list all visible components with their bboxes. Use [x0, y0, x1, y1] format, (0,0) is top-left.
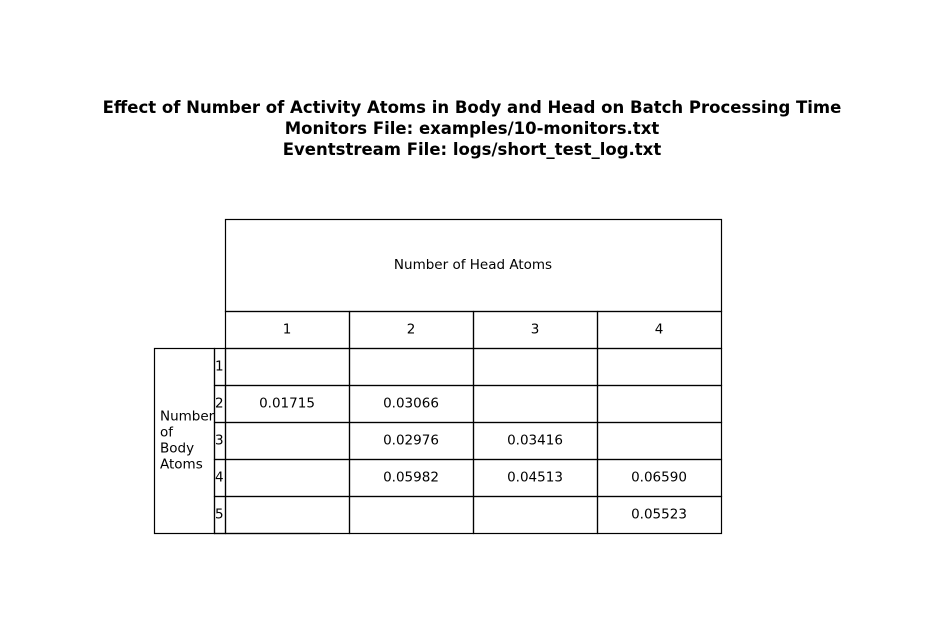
table-cell-value: 0.02976	[383, 432, 439, 449]
table-cell	[598, 423, 722, 460]
table-cell-value: 0.05982	[383, 469, 439, 486]
table-cell-value: 0.06590	[631, 469, 687, 486]
table-cell	[350, 349, 474, 386]
table-cell	[598, 386, 722, 423]
chart-title-line-3: Eventstream File: logs/short_test_log.txt	[282, 140, 662, 159]
table-cell	[474, 497, 598, 534]
table-cell-value: 0.04513	[507, 469, 563, 486]
table-cell	[226, 349, 350, 386]
chart-title-line-1: Effect of Number of Activity Atoms in Body and Head on Batch Processing Time	[102, 98, 842, 117]
table-cell	[474, 349, 598, 386]
table-cell	[226, 460, 350, 497]
row-header-label: Atoms	[160, 456, 203, 473]
row-header-label: of	[160, 424, 174, 441]
table-cell-value: 0.01715	[259, 395, 315, 412]
table-cell	[598, 349, 722, 386]
row-label: 3	[215, 432, 224, 449]
table-cell-value: 0.05523	[631, 506, 687, 523]
table-cell	[226, 497, 350, 534]
column-label: 2	[406, 321, 416, 338]
column-header-label: Number of Head Atoms	[393, 257, 553, 273]
table-cell-value: 0.03066	[383, 395, 439, 412]
column-label: 4	[654, 321, 664, 338]
table-cell	[350, 497, 474, 534]
row-label: 2	[215, 395, 224, 412]
chart-title-line-2: Monitors File: examples/10-monitors.txt	[284, 119, 660, 138]
column-label: 3	[530, 321, 540, 338]
table-cell-value: 0.03416	[507, 432, 563, 449]
row-header-label: Number	[160, 408, 215, 425]
row-label: 1	[215, 358, 224, 375]
table-cell	[474, 386, 598, 423]
row-label: 5	[215, 506, 224, 523]
row-label: 4	[215, 469, 224, 486]
column-label: 1	[282, 321, 292, 338]
row-header-label: Body	[160, 440, 195, 457]
table-cell	[226, 423, 350, 460]
